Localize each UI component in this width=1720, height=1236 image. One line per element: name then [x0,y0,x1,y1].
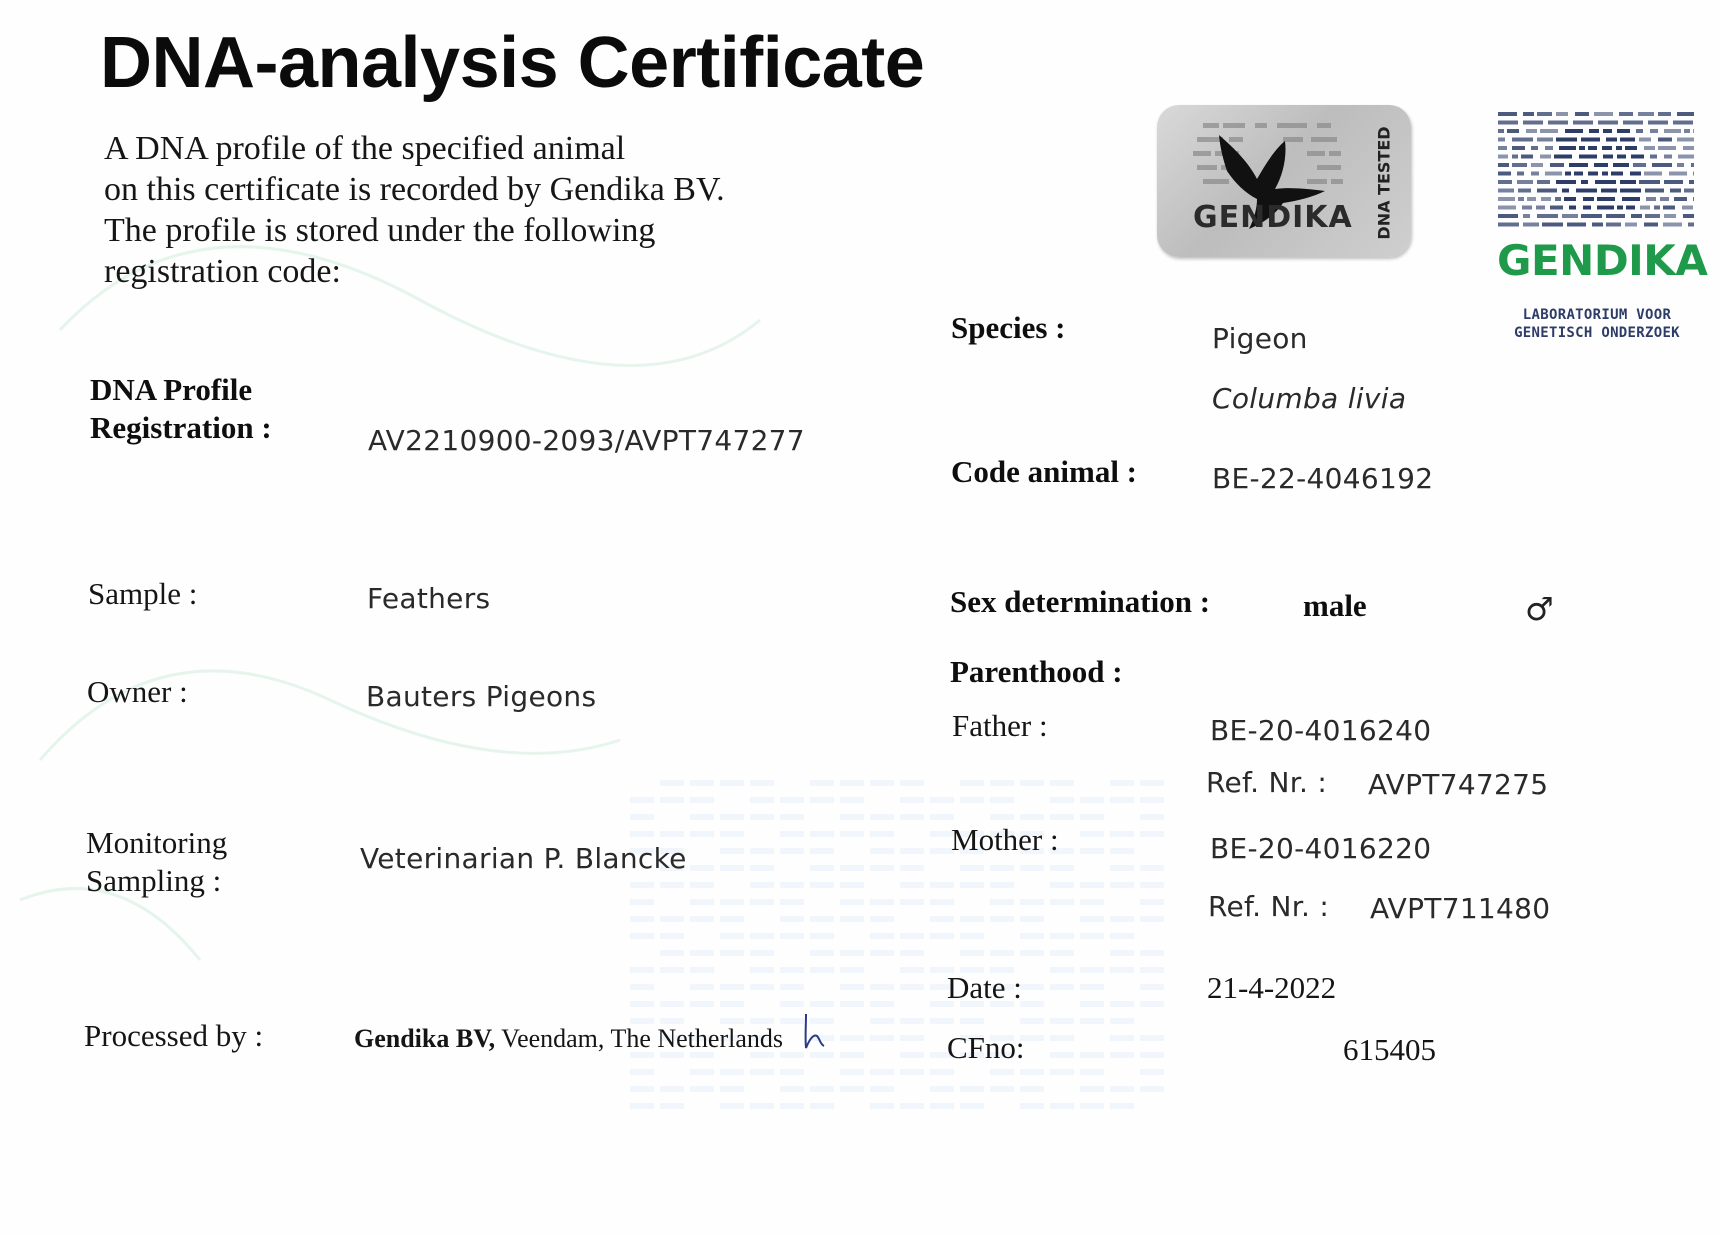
mother-label: Mother : [951,822,1059,857]
sex-label: Sex determination : [950,584,1211,619]
father-value: BE-20-4016240 [1210,714,1432,747]
code-animal-label: Code animal : [951,454,1137,489]
gendika-logo-subtitle [1497,306,1697,342]
species-common: Pigeon [1212,322,1308,355]
father-ref-label: Ref. Nr. : [1206,766,1328,799]
seal-vertical-text-box [1369,115,1399,250]
intro-paragraph [104,128,725,292]
certificate-title: DNA-analysis Certificate [100,23,925,103]
registration-label-line2: Registration : [90,410,272,445]
handwritten-initial [802,1010,826,1050]
intro-line: registration code: [104,253,341,290]
logo-sub-line: GENETISCH ONDERZOEK [1514,325,1680,341]
male-symbol-icon: ♂ [1525,590,1554,628]
sex-value: male [1303,588,1367,623]
gendika-logo-word: GENDIKA [1497,236,1708,285]
code-animal-value: BE-22-4046192 [1212,462,1434,495]
mother-ref-label: Ref. Nr. : [1208,890,1330,923]
processed-value [354,1024,783,1054]
intro-line: on this certificate is recorded by Gendika BV. [104,171,725,208]
date-label: Date : [947,970,1022,1005]
father-label: Father : [952,708,1048,743]
parenthood-label: Parenthood : [950,654,1123,689]
processed-company: Gendika BV, [354,1024,496,1053]
processed-location: Veendam, The Netherlands [495,1024,783,1053]
father-ref-value: AVPT747275 [1368,768,1549,801]
seal-word: GENDIKA [1193,200,1353,235]
sample-label: Sample : [88,576,198,611]
intro-line: A DNA profile of the specified animal [104,130,626,167]
mother-value: BE-20-4016220 [1210,832,1432,865]
owner-label: Owner : [87,674,188,709]
species-latin: Columba livia [1212,382,1407,415]
date-value: 21-4-2022 [1207,970,1337,1005]
registration-label-line1: DNA Profile [90,372,253,407]
owner-value: Bauters Pigeons [366,680,597,713]
mother-ref-value: AVPT711480 [1370,892,1551,925]
monitoring-label-line1: Monitoring [86,825,228,860]
cfno-label: CFno: [947,1030,1025,1065]
seal-vertical-text: DNA TESTED [1374,125,1394,240]
species-label: Species : [951,310,1066,345]
dna-tested-seal [1157,105,1411,257]
cfno-value: 615405 [1343,1032,1436,1067]
logo-sub-line: LABORATORIUM VOOR [1522,307,1672,323]
registration-value: AV2210900-2093/AVPT747277 [368,424,805,457]
intro-line: The profile is stored under the following [104,212,656,249]
sample-value: Feathers [367,582,491,615]
gendika-logo-mark [1498,112,1694,232]
monitoring-label-line2: Sampling : [86,863,222,898]
processed-label: Processed by : [84,1018,264,1053]
monitoring-value: Veterinarian P. Blancke [360,842,687,875]
